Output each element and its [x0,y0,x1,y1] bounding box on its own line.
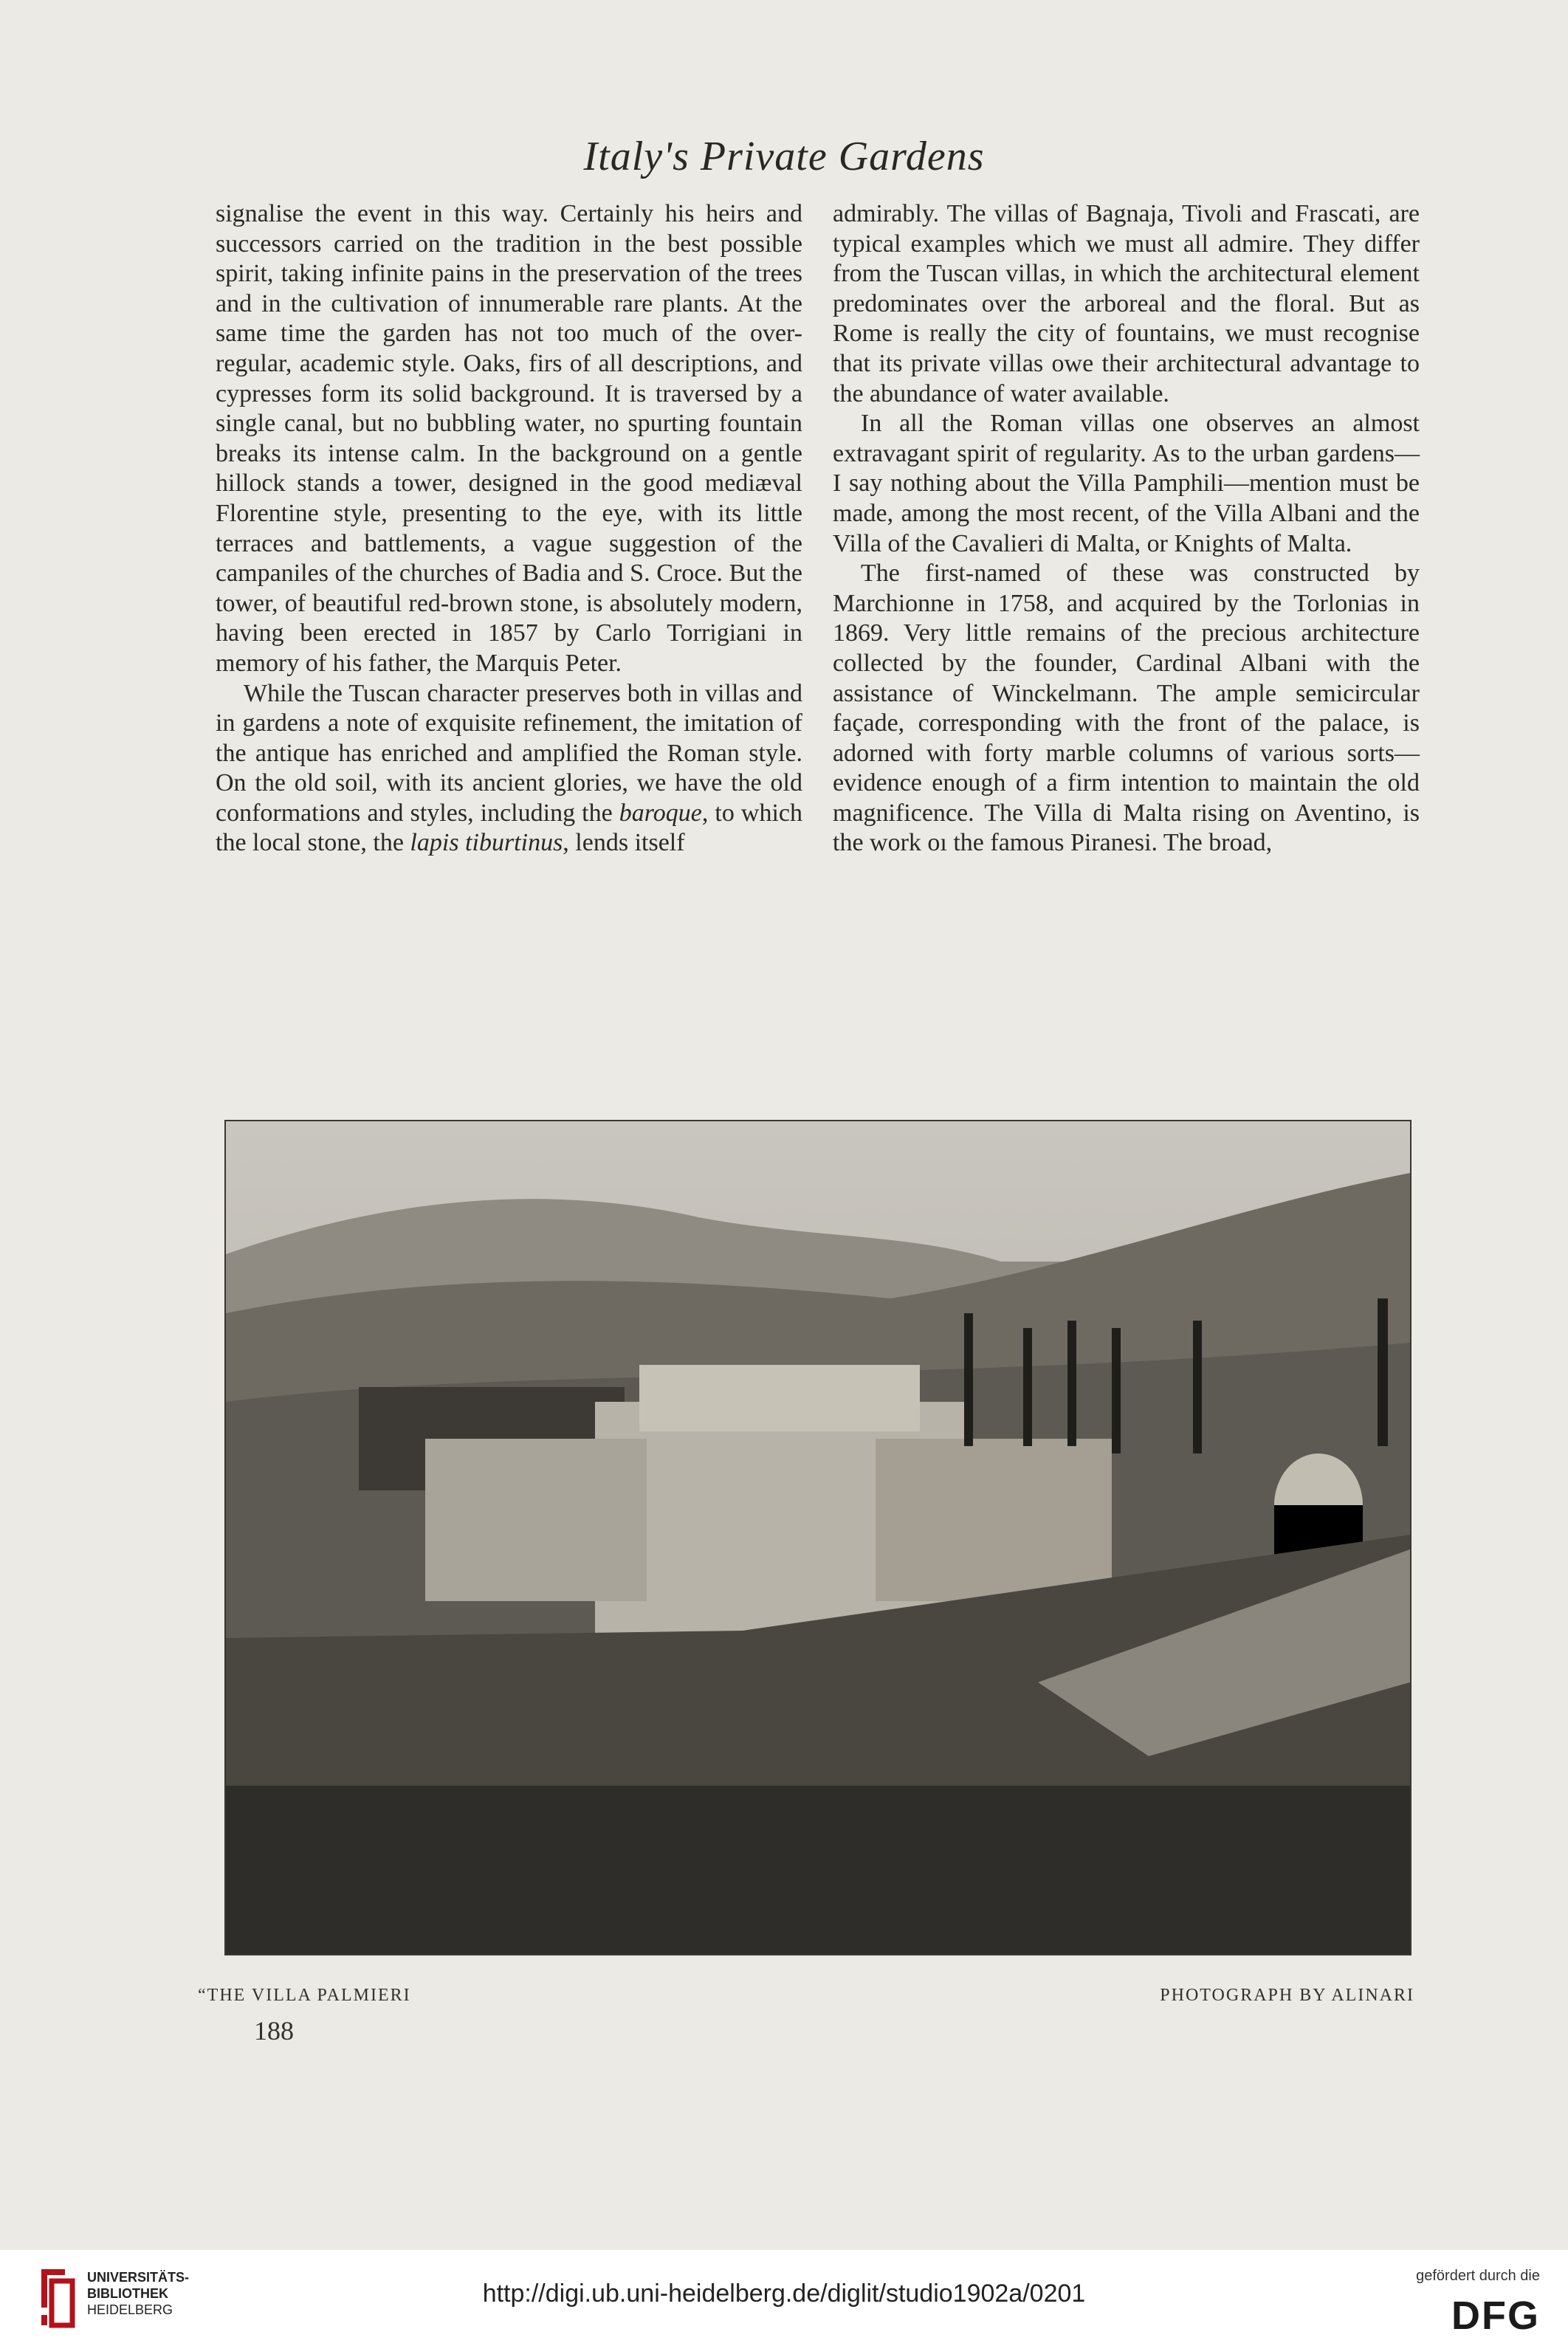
paragraph: admirably. The villas of Bagnaja, Tivoli and Frascati, are typical examples which we must all admire. They differ from the Tuscan villas, in which the architectural element predominates over the arboreal and the floral. But as Rome is really the city of fountains, we must recognise that its private villas owe their architectural advantage to the abundance of water available. [833,200,1420,407]
left-text-column [216,199,802,859]
paragraph: The first-named of these was constructed by Marchionne in 1758, and acquired by the Torlonias in 1869. Very little remains of the precious architecture collected by the founder, Cardinal Albani with the assistance of Winckelmann. The ample semicircular façade, corresponding with the front of the palace, is adorned with forty marble columns of various sorts—evidence enough of a firm intention to maintain the old magnificence. The Villa di Malta rising on Aventino, is the work oı the famous Piranesi. The broad, [833,560,1420,857]
library-name: UNIVERSITÄTS- BIBLIOTHEK HEIDELBERG [87,2270,190,2317]
digitization-footer [0,2250,1568,2343]
paragraph: signalise the event in this way. Certainly his heirs and successors carried on the tradition in the best possible spirit, taking infinite pains in the preservation of the trees and in the cultivation of innumerable rare plants. At the same time the garden has not too much of the over-regular, academic style. Oaks, firs of all descriptions, and cypresses form its solid background. It is traversed by a single canal, but no bubbling water, no spurting fountain breaks its intense calm. In the background on a gentle hillock stands a tower, designed in the good mediæval Florentine style, presenting to the eye, with its little terraces and battlements, a vague suggestion of the campaniles of the churches of Badia and S. Croce. But the tower, of beautiful red-brown stone, is absolutely modern, having been erected in 1857 by Carlo Torrigiani in memory of his father, the Marquis Peter. [216,200,802,677]
figure-caption-credit: PHOTOGRAPH BY ALINARI [1160,1986,1414,2005]
page-title: Italy's Private Gardens [583,134,985,179]
paragraph: In all the Roman villas one observes an almost extravagant spirit of regularity. As to the urban gardens—I say nothing about the Villa Pamphili—mention must be made, among the most recent, of the Villa Albani and the Villa of the Cavalieri di Malta, or Knights of Malta. [833,410,1420,557]
source-url-link[interactable]: http://digi.ub.uni-heidelberg.de/diglit/studio1902a/0201 [482,2280,1086,2308]
villa-photograph [224,1120,1411,1955]
paragraph: While the Tuscan character preserves both in villas and in gardens a note of exquisite refinement, the imitation of the antique has enriched and amplified the Roman style. On the old soil, with its ancient glories, we have the old conformations and styles, including the baroque, to which the local stone, the lapis tiburtinus, lends itself [216,679,803,857]
page-number: 188 [254,2016,294,2046]
figure-caption-title: “THE VILLA PALMIERI [198,1986,411,2005]
right-text-column [833,199,1420,859]
funding-note: gefördert durch die [1416,2268,1540,2284]
dfg-logo: DFG [1451,2294,1540,2338]
